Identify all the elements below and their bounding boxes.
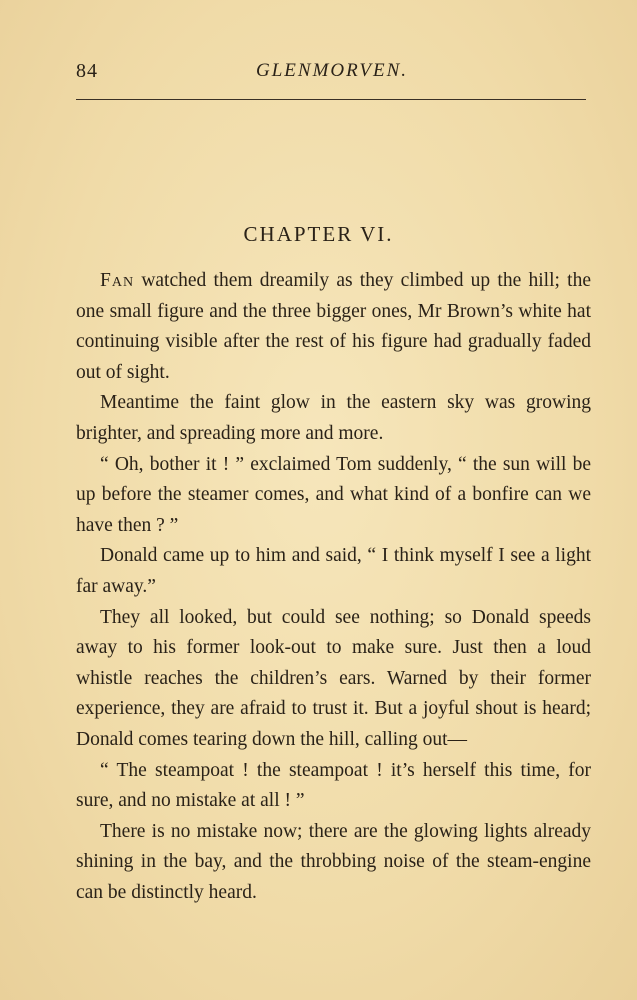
paragraph: Meantime the faint glow in the eastern sky was growing brighter, and spreading more and more. (76, 392, 591, 444)
running-head (76, 60, 586, 90)
paragraph (76, 266, 591, 388)
paragraph: “ Oh, bother it ! ” exclaimed Tom suddenly, “ the sun will be up before the steamer comes, and what kind of a bonfire can we have then ? ” (76, 453, 591, 536)
body-text (76, 266, 591, 908)
running-title: GLENMORVEN. (256, 60, 409, 81)
paragraph: “ The steampoat ! the steampoat ! it’s herself this time, for sure, and no mistake at all ! ” (76, 759, 591, 812)
header-rule (76, 99, 586, 100)
paragraph: There is no mistake now; there are the glowing lights already shining in the bay, and the throbbing noise of the steam-engine can be distinctly heard. (76, 820, 591, 903)
paragraph-lead-word: Fan (100, 270, 135, 291)
page-number: 84 (76, 60, 98, 82)
chapter-heading: CHAPTER VI. (243, 222, 394, 246)
paragraph: Donald came up to him and said, “ I think myself I see a light far away.” (76, 545, 591, 597)
paragraph-text: watched them dreamily as they climbed up the hill; the one small figure and the three bigger ones, Mr Brown’s white hat continuing visible after the rest of his figure had gradually faded out of sight. (76, 270, 591, 383)
paragraph: They all looked, but could see nothing; so Donald speeds away to his former look-out to make sure. Just then a loud whistle reaches the children’s ears. Warned by their former experience, they are afraid to trust it. But a joyful shout is heard; Donald comes tearing down the hill, calling out— (76, 606, 591, 750)
